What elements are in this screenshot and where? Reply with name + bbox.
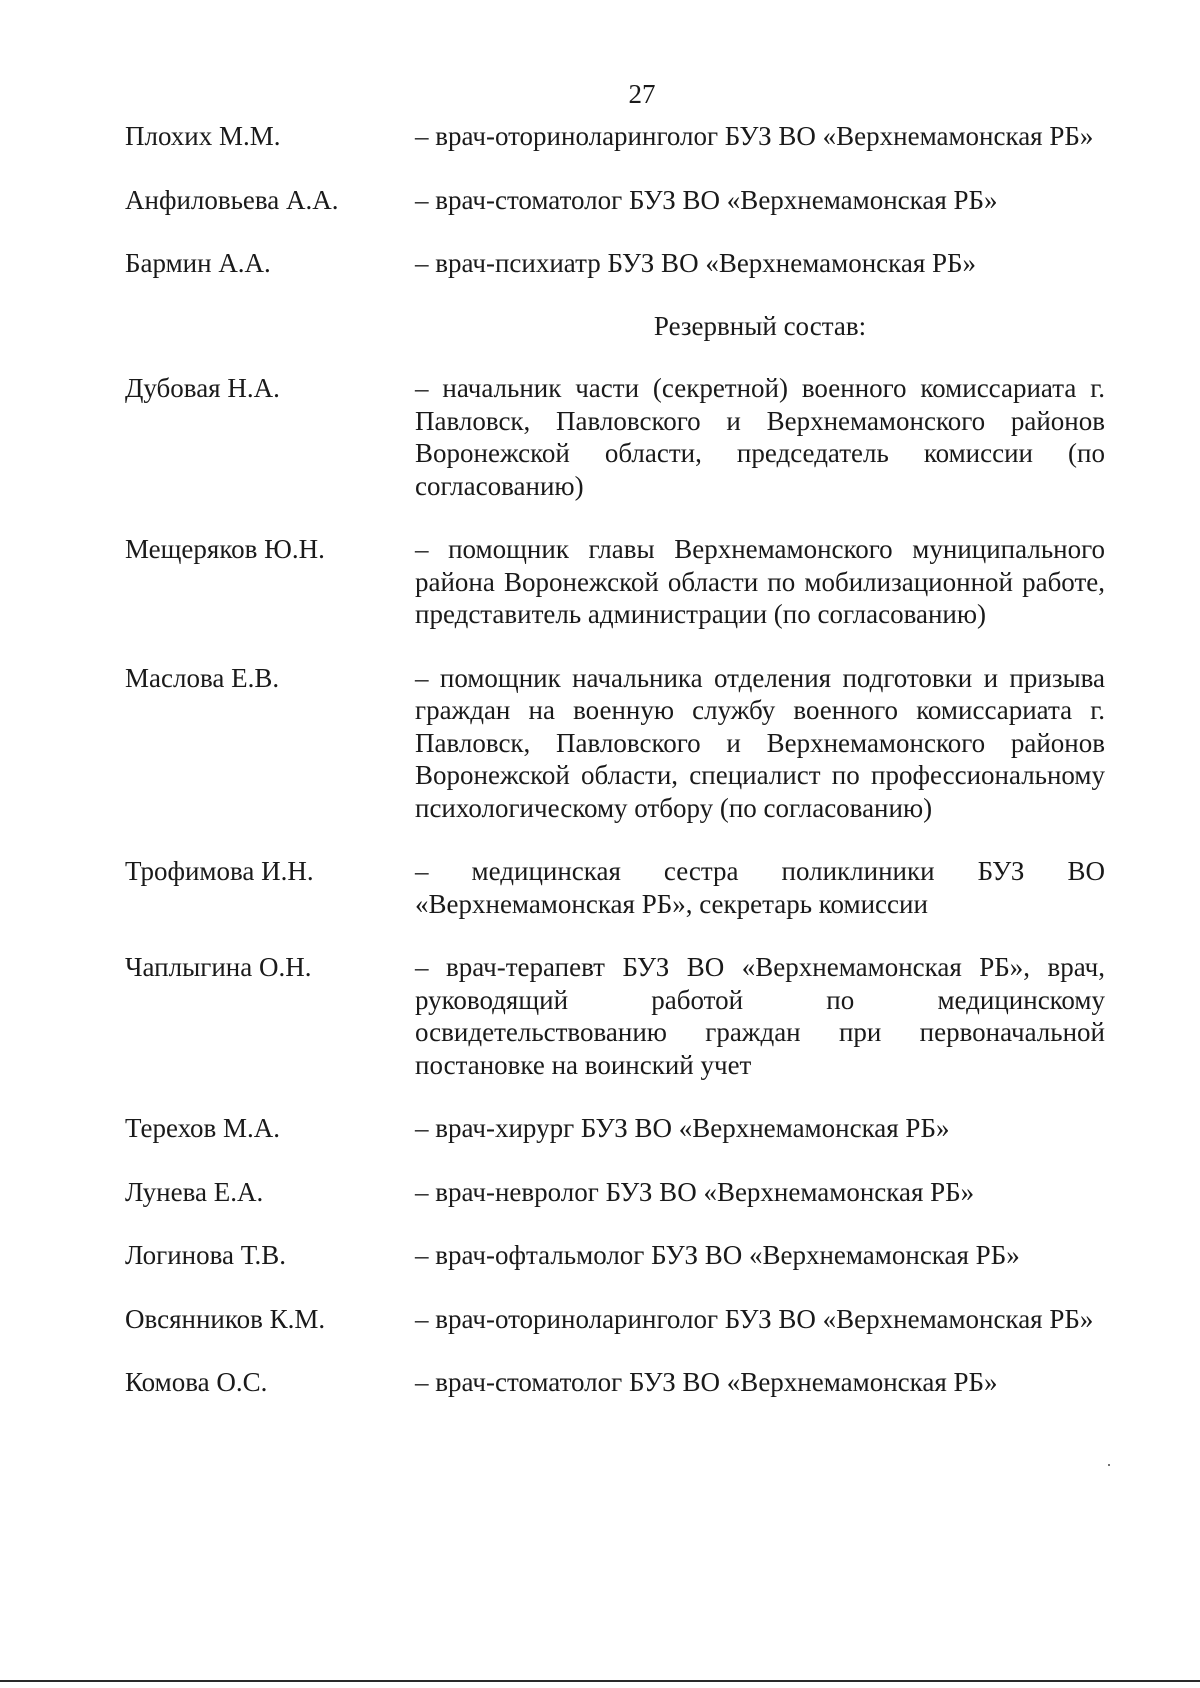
page-number: 27	[628, 79, 656, 109]
member-role: – врач-терапевт БУЗ ВО «Верхнемамонская РБ», врач, руководящий работой по медицинскому освидетельствованию граждан при первоначальной постановке на воинский учет	[415, 952, 1105, 1080]
member-role: – врач-хирург БУЗ ВО «Верхнемамонская РБ»	[415, 1113, 950, 1143]
member-role: – врач-невролог БУЗ ВО «Верхнемамонская РБ»	[415, 1176, 975, 1207]
member-role: – помощник главы Верхнемамонского муниципального района Воронежской области по мобилизационной работе, представитель администрации (по согласованию)	[415, 534, 1105, 629]
member-role: – врач-стоматолог БУЗ ВО «Верхнемамонская РБ»	[415, 184, 998, 215]
member-role: – начальник части (секретной) военного комиссариата г. Павловск, Павловского и Верхнемамонского районов Воронежской области, председатель комиссии (по согласованию)	[415, 373, 1105, 501]
member-name: Овсянников К.М.	[125, 1303, 326, 1334]
member-name: Комова О.С.	[125, 1367, 268, 1397]
member-row	[125, 855, 1105, 920]
member-role: – врач-стоматолог БУЗ ВО «Верхнемамонская РБ»	[415, 1367, 998, 1397]
member-row	[125, 662, 1105, 825]
member-row	[125, 372, 1105, 502]
member-role: – врач-оториноларинголог БУЗ ВО «Верхнемамонская РБ»	[415, 121, 1094, 151]
member-row	[125, 1366, 1105, 1399]
commission-members	[125, 120, 1105, 1399]
member-name: Бармин А.А.	[125, 248, 271, 278]
scan-speck	[1108, 1464, 1110, 1466]
member-name: Терехов М.А.	[125, 1113, 281, 1143]
reserve-heading: Резервный состав:	[653, 310, 867, 341]
member-role: – врач-оториноларинголог БУЗ ВО «Верхнемамонская РБ»	[415, 1303, 1094, 1334]
member-name: Чаплыгина О.Н.	[125, 952, 312, 982]
member-name: Логинова Т.В.	[125, 1240, 287, 1270]
member-row	[125, 247, 1105, 280]
member-name: Трофимова И.Н.	[125, 856, 314, 886]
member-role: – медицинская сестра поликлиники БУЗ ВО «Верхнемамонская РБ», секретарь комиссии	[415, 856, 1105, 919]
member-name: Маслова Е.В.	[125, 662, 280, 693]
member-role: – помощник начальника отделения подготовки и призыва граждан на военную службу военного комиссариата г. Павловск, Павловского и Верхнемамонского районов Воронежской области, специалист по профессиональному психологическому отбору (по согласованию)	[415, 662, 1105, 823]
member-row	[125, 951, 1105, 1081]
member-row	[125, 1176, 1105, 1209]
member-role: – врач-офтальмолог БУЗ ВО «Верхнемамонская РБ»	[415, 1240, 1020, 1270]
member-name: Плохих М.М.	[125, 121, 281, 151]
member-row	[125, 120, 1105, 153]
member-row	[125, 533, 1105, 631]
member-name: Мещеряков Ю.Н.	[125, 534, 325, 564]
member-name: Анфиловьева А.А.	[125, 184, 339, 215]
scan-bottom-edge	[0, 1680, 1200, 1682]
member-row	[125, 1239, 1105, 1272]
member-name: Лунева Е.А.	[125, 1176, 264, 1207]
member-name: Дубовая Н.А.	[125, 373, 280, 403]
member-row	[125, 1112, 1105, 1145]
member-role: – врач-психиатр БУЗ ВО «Верхнемамонская РБ»	[415, 248, 977, 278]
member-row	[125, 1303, 1105, 1336]
member-row	[125, 184, 1105, 217]
